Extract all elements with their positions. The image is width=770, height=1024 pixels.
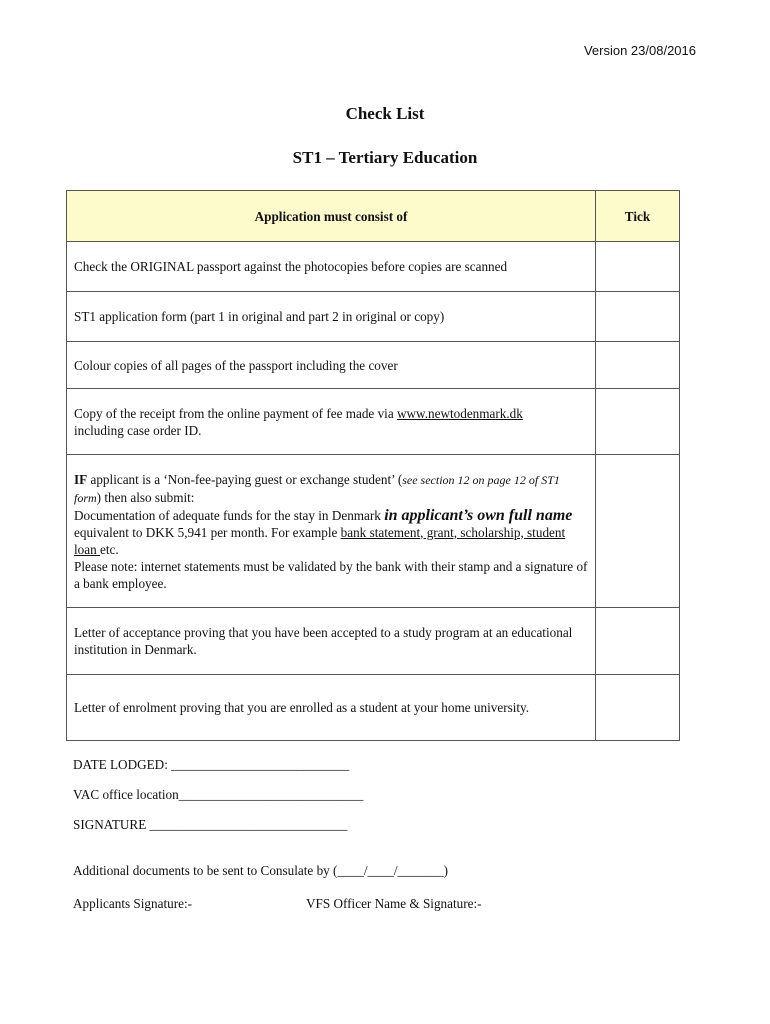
row-text: Letter of enrolment proving that you are enrolled as a student at your home university. <box>67 675 596 741</box>
version-label: Version 23/08/2016 <box>583 43 696 58</box>
row-text: Colour copies of all pages of the passport including the cover <box>67 342 596 389</box>
table-row <box>67 242 680 292</box>
row-text-part: applicant is a ‘Non-fee-paying guest or exchange student’ ( <box>87 471 403 487</box>
tick-cell[interactable] <box>596 292 680 342</box>
tick-cell[interactable] <box>596 608 680 675</box>
newtodenmark-link[interactable]: www.newtodenmark.dk <box>396 405 523 421</box>
row-text: Letter of acceptance proving that you have been accepted to a study program at an educational institution in Denmark. <box>67 608 596 675</box>
table-row <box>67 342 680 389</box>
header-main: Application must consist of <box>67 191 596 242</box>
checklist-table <box>66 190 680 741</box>
row-text-part: equivalent to DKK 5,941 per month. For example <box>74 524 341 540</box>
row-text-part: etc. <box>100 541 119 557</box>
tick-cell[interactable] <box>596 455 680 608</box>
row-text-part: Copy of the receipt from the online payment of fee made via <box>74 405 397 421</box>
tick-cell[interactable] <box>596 675 680 741</box>
emphasis-text: in applicant’s own full name <box>384 506 573 524</box>
tick-cell[interactable] <box>596 389 680 455</box>
tick-cell[interactable] <box>596 242 680 292</box>
row-text <box>67 455 596 608</box>
row-text <box>67 389 596 455</box>
table-row <box>67 389 680 455</box>
vfs-officer-signature-label: VFS Officer Name & Signature:- <box>306 896 482 911</box>
section-reference: see section 12 on page 12 of ST1 form <box>74 472 560 505</box>
page-subtitle: ST1 – Tertiary Education <box>292 148 478 167</box>
if-label: IF <box>74 471 88 487</box>
example-documents: bank statement, grant, scholarship, student loan <box>74 524 566 557</box>
row-text-part: including case order ID. <box>74 422 202 438</box>
table-row <box>67 608 680 675</box>
header-tick: Tick <box>596 191 680 242</box>
table-row <box>67 455 680 608</box>
vac-office-field[interactable]: VAC office location____________________________ <box>73 787 364 802</box>
page-title: Check List <box>345 104 425 123</box>
date-lodged-field[interactable]: DATE LODGED: ___________________________ <box>73 757 350 772</box>
tick-cell[interactable] <box>596 342 680 389</box>
table-row <box>67 292 680 342</box>
row-text: Check the ORIGINAL passport against the photocopies before copies are scanned <box>67 242 596 292</box>
row-text: ST1 application form (part 1 in original and part 2 in original or copy) <box>67 292 596 342</box>
table-row <box>67 675 680 741</box>
row-text-part: ) then also submit: <box>96 489 195 505</box>
applicant-signature-label: Applicants Signature:- <box>73 896 193 911</box>
row-text-part: Documentation of adequate funds for the stay in Denmark <box>74 507 385 523</box>
table-header-row <box>67 191 680 242</box>
signature-field[interactable]: SIGNATURE ______________________________ <box>73 817 348 832</box>
additional-documents-field[interactable]: Additional documents to be sent to Consulate by (____/____/_______) <box>73 863 449 878</box>
row-note: Please note: internet statements must be validated by the bank with their stamp and a signature of a bank employee. <box>74 558 588 591</box>
